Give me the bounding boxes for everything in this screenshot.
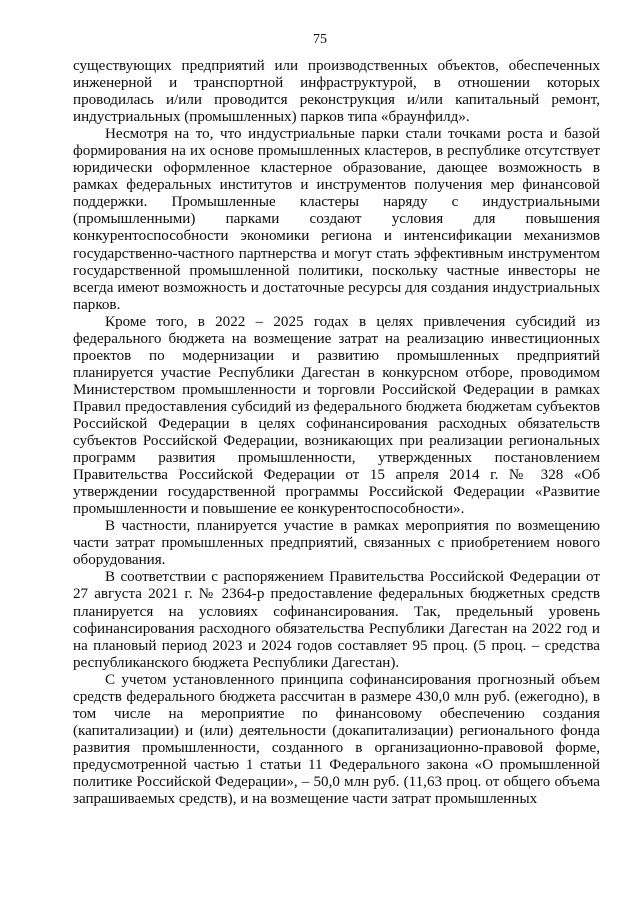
page-number: 75 <box>313 32 327 47</box>
paragraph: С учетом установленного принципа софинансирования прогнозный объем средств федерального бюджета рассчитан в размере 430,0 млн руб. (ежегодно), в том числе на мероприятие по финансовому обеспечению создания (капитализации) и (или) деятельности (докапитализации) регионального фонда развития промышленности, созданного в организационно-правовой форме, предусмотренной частью 1 статьи 11 Федерального закона «О промышленной политике Российской Федерации», – 50,0 млн руб. (11,63 проц. от общего объема запрашиваемых средств), и на возмещение части затрат промышленных <box>73 671 600 808</box>
paragraph: В соответствии с распоряжением Правительства Российской Федерации от 27 августа 2021 г. № 2364-р предоставление федеральных бюджетных средств планируется на условиях софинансирования. Так, предельный уровень софинансирования расходного обязательства Республики Дагестан на 2022 год и на плановый период 2023 и 2024 годов составляет 95 проц. (5 проц. – средства республиканского бюджета Республики Дагестан). <box>73 569 600 671</box>
paragraph: Кроме того, в 2022 – 2025 годах в целях привлечения субсидий из федерального бюджета на возмещение затрат на реализацию инвестиционных проектов по модернизации и развитию промышленных предприятий планируется участие Республики Дагестан в конкурсном отборе, проводимом Министерством промышленности и торговли Российской Федерации в рамках Правил предоставления субсидий из федерального бюджета бюджетам субъектов Российской Федерации в целях софинансирования расходных обязательств субъектов Российской Федерации, возникающих при реализации региональных программ развития промышленности, утвержденных постановлением Правительства Российской Федерации от 15 апреля 2014 г. № 328 «Об утверждении государственной программы Российской Федерации «Развитие промышленности и повышение ее конкурентоспособности». <box>73 313 600 518</box>
paragraph: существующих предприятий или производственных объектов, обеспеченных инженерной и транспортной инфраструктурой, в отношении которых проводилась и/или проводится реконструкция и/или капитальный ремонт, индустриальных (промышленных) парков типа «браунфилд». <box>73 58 600 126</box>
document-body <box>73 58 600 808</box>
paragraph: Несмотря на то, что индустриальные парки стали точками роста и базой формирования на их основе промышленных кластеров, в республике отсутствует юридически оформленное кластерное образование, дающее возможность в рамках федеральных институтов и инструментов получения мер финансовой поддержки. Промышленные кластеры наряду с индустриальными (промышленными) парками создают условия для повышения конкурентоспособности экономики региона и интенсификации механизмов государственно-частного партнерства и могут стать эффективным инструментом государственной промышленной политики, поскольку частные инвесторы не всегда имеют возможность и достаточные ресурсы для создания индустриальных парков. <box>73 126 600 313</box>
paragraph: В частности, планируется участие в рамках мероприятия по возмещению части затрат промышленных предприятий, связанных с приобретением нового оборудования. <box>73 518 600 569</box>
